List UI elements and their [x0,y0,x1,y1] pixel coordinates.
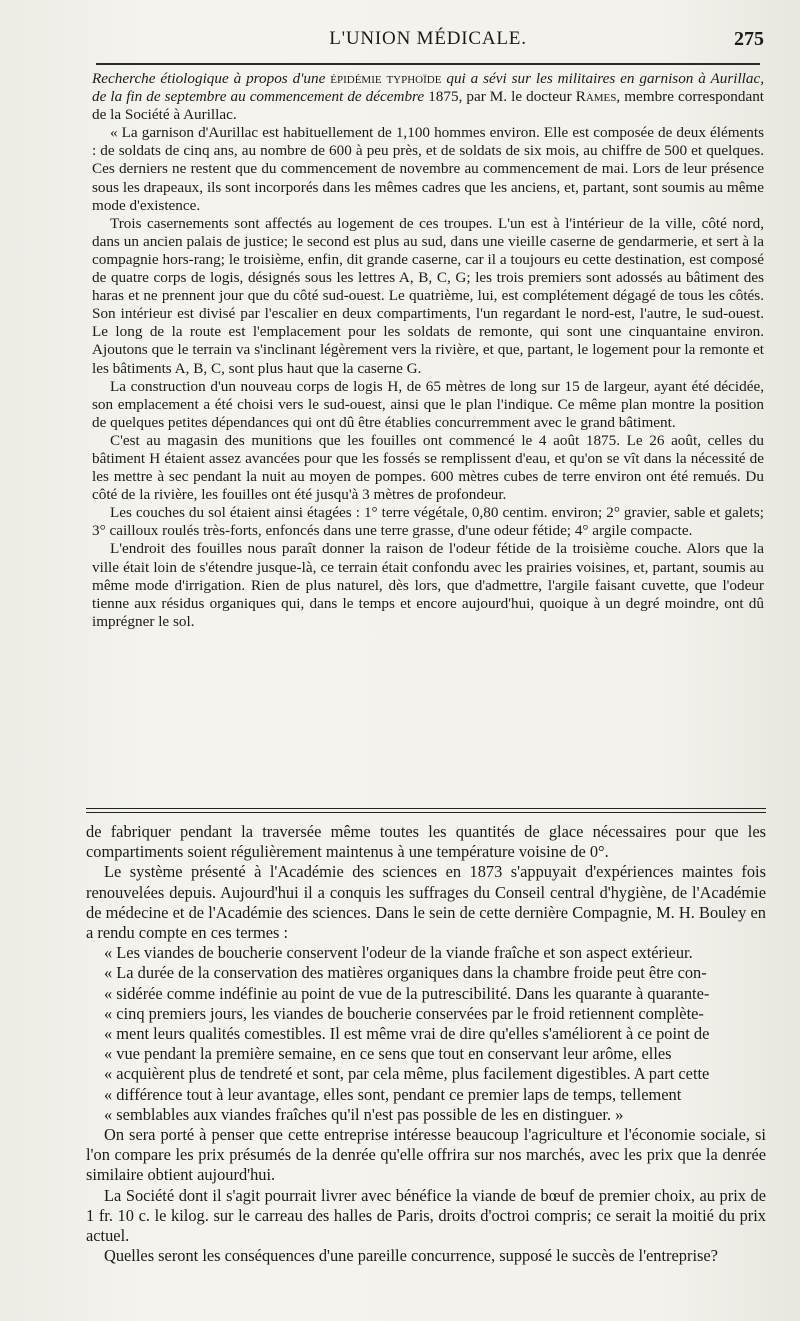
title-small-caps: épidémie typhoïde [330,70,442,87]
title-italic-part-2: qui a sévi sur les militaires en garnison à Aurillac, de la fin de septembre au commencement de décembre [92,70,765,106]
article-column [92,70,764,631]
header-rule [96,63,760,65]
article-paragraph: « La garnison d'Aurillac est habituellement de 1,100 hommes environ. Elle est composée de deux éléments : de soldats de cinq ans, au nombre de 600 à peu près, et de soldats de six mois, au chiffre de 500 et quelques. Ces derniers ne restent que du commencement de novembre au commencement de mai. Lors de leur présence sous les drapeaux, ils sont incorporés dans les mêmes cadres que les anciens, et, partant, sont soumis au même mode d'existence. [92,124,764,214]
quote-line: « Les viandes de boucherie conservent l'odeur de la viande fraîche et son aspect extérieur. [104,943,693,963]
quote-line: « La durée de la conservation des matières organiques dans la chambre froide peut être con- [104,963,707,983]
feuilleton-paragraph: La Société dont il s'agit pourrait livrer avec bénéfice la viande de bœuf de premier choix, au prix de 1 fr. 10 c. le kilog. sur le carreau des halles de Paris, droits d'octroi compris; ce serait la moitié du prix actuel. [86,1185,766,1246]
quote-line: « vue pendant la première semaine, en ce sens que tout en conservant leur arôme, elles [104,1044,672,1064]
title-tail: membre correspondant de la Société à Aurillac. [92,88,765,124]
title-year: 1875, par M. le docteur [428,88,572,106]
feuilleton-continuation: de fabriquer pendant la traversée même toutes les quantités de glace nécessaires pour que les compartiments soient régulièrement maintenus à une température voisine de 0°. [86,822,766,862]
feuilleton-column [86,822,766,1266]
bouley-quote [86,943,766,1125]
quote-line: « cinq premiers jours, les viandes de boucherie conservées par le froid retiennent complète- [104,1003,704,1023]
quote-line: « semblables aux viandes fraîches qu'il n'est pas possible de les en distinguer. » [104,1104,624,1124]
article-paragraph: Les couches du sol étaient ainsi étagées : 1° terre végétale, 0,80 centim. environ; 2° gravier, sable et galets; 3° cailloux roulés très-forts, enfoncés dans une terre grasse, d'une odeur fétide; 4° argile compacte. [92,504,764,540]
title-italic-part-1: Recherche étiologique à propos d'une [92,70,326,87]
quote-line: « différence tout à leur avantage, elles sont, pendant ce premier laps de temps, tellement [104,1084,682,1104]
journal-title: L'UNION MÉDICALE. [329,28,527,49]
quote-line: « ment leurs qualités comestibles. Il est même vrai de dire qu'elles s'améliorent à ce point de [104,1024,710,1044]
author-name: Rames, [575,88,621,106]
feuilleton-paragraph: Le système présenté à l'Académie des sciences en 1873 s'appuyait d'expériences maintes fois renouvelées depuis. Aujourd'hui il a conquis les suffrages du Conseil central d'hygiène, de l'Académie de médecine et de l'Académie des sciences. Dans le sein de cette dernière Compagnie, M. H. Bouley en a rendu compte en ces termes : [86,862,766,943]
quote-line: « sidérée comme indéfinie au point de vue de la putrescibilité. Dans les quarante à quarante- [104,983,710,1003]
feuilleton-paragraph: Quelles seront les conséquences d'une pareille concurrence, supposé le succès de l'entreprise? [104,1246,718,1266]
article-paragraph: C'est au magasin des munitions que les fouilles ont commencé le 4 août 1875. Le 26 août, celles du bâtiment H étaient assez avancées pour que les fossés se remplissent d'eau, et qu'on se vît dans la nécessité de les mettre à sec pendant la nuit au moyen de pompes. 600 mètres cubes de terre environ ont été remués. Du côté de la rivière, les fouilles ont été jusqu'à 3 mètres de profondeur. [92,431,764,504]
article-title [92,70,764,124]
article-paragraph: L'endroit des fouilles nous paraît donner la raison de l'odeur fétide de la troisième couche. Alors que la ville était loin de s'étendre jusque-là, ce terrain était confondu avec les prairies voisines, et, partant, soumis au même mode d'irrigation. Rien de plus naturel, dès lors, que d'admettre, l'argile faisant cuvette, que l'odeur tienne aux résidus organiques qui, dans le temps et encore aujourd'hui, quoique à un degré moindre, ont dû imprégner le sol. [92,540,764,630]
quote-line: « acquièrent plus de tendreté et sont, par cela même, plus facilement digestibles. A part cette [104,1064,710,1084]
running-head [92,28,764,58]
feuilleton-paragraph: On sera porté à penser que cette entreprise intéresse beaucoup l'agriculture et l'économie sociale, si l'on compare les prix présumés de la denrée qu'elle offrira sur nos marchés, avec les prix que la denrée similaire obtient aujourd'hui. [86,1125,766,1185]
article-paragraph: La construction d'un nouveau corps de logis H, de 65 mètres de long sur 15 de largeur, ayant été décidée, son emplacement a été choisi vers le sud-ouest, ainsi que le plan l'indique. Ce même plan montre la position de quelques petites dépendances qui ont dû être établies concurremment avec le grand bâtiment. [92,377,764,431]
article-paragraph: Trois casernements sont affectés au logement de ces troupes. L'un est à l'intérieur de la ville, côté nord, dans un ancien palais de justice; le second est plus au sud, dans une vieille caserne de gendarmerie, et sert à la compagnie hors-rang; le troisième, enfin, dit grande caserne, car il a toujours eu cette destination, est composé de quatre corps de logis, désignés sous les lettres A, B, C, G; les trois premiers sont adossés au bâtiment des haras et ne prennent jour que du côté sud-ouest. Le quatrième, lui, est complétement dégagé de tous les côtés. Son intérieur est divisé par l'escalier en deux compartiments, l'un regardant le nord-est, l'autre, le sud-ouest. Le long de la route est l'emplacement pour les soldats de remonte, qui sont une cinquantaine environ. Ajoutons que le terrain va s'inclinant légèrement vers la rivière, et que, partant, le logement pour la remonte et les bâtiments A, B, C, sont plus haut que la caserne G. [92,214,764,377]
feuilleton-divider [86,808,766,813]
page-number: 275 [734,28,764,50]
